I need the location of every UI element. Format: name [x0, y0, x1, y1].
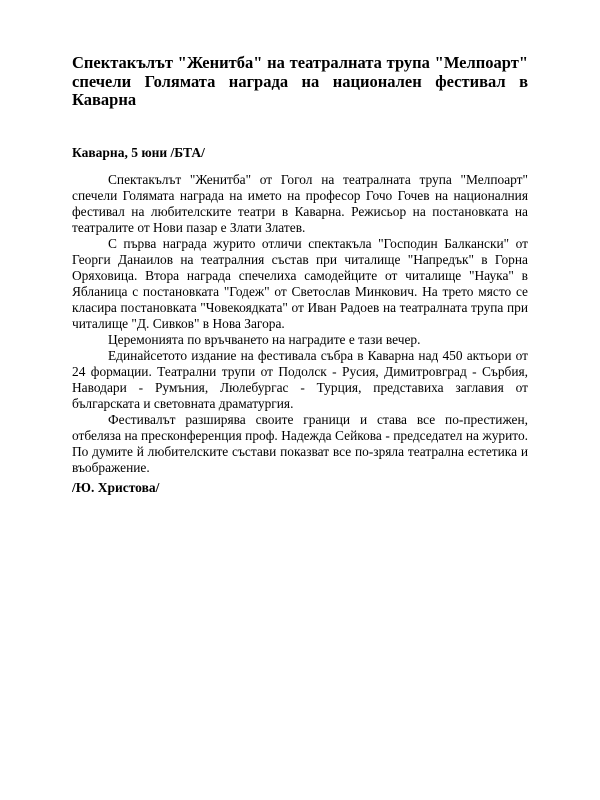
article-paragraph: Церемонията по връчването на наградите е тази вечер.	[108, 332, 421, 347]
article-paragraph: Единайсетото издание на фестивала събра в Каварна над 450 актьори от 24 формации. Театрални трупи от Подолск - Русия, Димитровград - Сърбия, Наводари - Румъния, Люлебургас - Турция, представиха заглавия от българската и световната драматургия.	[72, 348, 528, 411]
article-headline: Спектакълът "Женитба" на театралната трупа "Мелпоарт" спечели Голямата награда на национален фестивал в Каварна	[72, 53, 528, 109]
article-signature: /Ю. Христова/	[72, 480, 160, 495]
article-dateline: Каварна, 5 юни /БТА/	[72, 145, 205, 160]
article-paragraph: Фестивалът разширява своите граници и става все по-престижен, отбеляза на пресконференция проф. Надежда Сейкова - председател на журито. По думите й любителските състави показват все по-зряла театрална естетика и въображение.	[72, 412, 528, 475]
article-paragraph: Спектакълът "Женитба" от Гогол на театралната трупа "Мелпоарт" спечели Голямата награда на името на професор Гочо Гочев на националния фестивал на любителските театри в Каварна. Режисьор на постановката на театралите от Нови пазар е Злати Златев.	[72, 172, 528, 235]
article-paragraph: С първа награда журито отличи спектакъла "Господин Балкански" от Георги Данаилов на театралния състав при читалище "Напредък" в Горна Оряховица. Втора награда спечелиха самодейците от читалище "Наука" в Ябланица с постановката "Годеж" от Светослав Минкович. На трето място се класира постановката "Човекоядката" от Иван Радоев на театралната трупа при читалище "Д. Сивков" в Нова Загора.	[72, 236, 528, 331]
article-body	[72, 172, 528, 476]
